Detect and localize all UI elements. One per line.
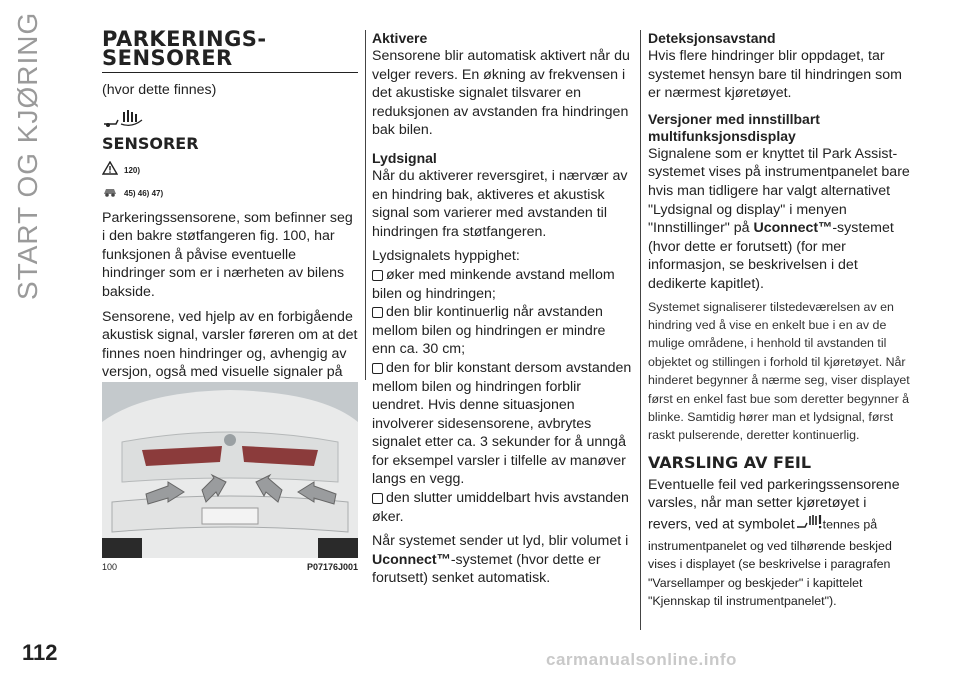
availability-note: (hvor dette finnes): [102, 82, 217, 98]
chapter-side-title: START OG KJØRING: [12, 11, 43, 300]
figure-caption: [102, 562, 358, 572]
column-divider-2: [640, 30, 641, 630]
sound-paragraph: Når du aktiverer reversgiret, i nærvær av en hindring bak, aktiveres et akustisk signal som varierer med avstanden til hindringen fra støtfangeren.: [372, 167, 628, 240]
rear-bumper-photo: [102, 382, 358, 558]
heading-sound-signal: Lydsignal: [372, 149, 437, 166]
section-heading-sensors: SENSORER: [102, 133, 199, 153]
column-3: [648, 30, 910, 611]
parking-sensor-fault-icon: [795, 513, 823, 537]
column-divider-1: [365, 30, 366, 380]
bullet-item: øker med minkende avstand mellom bilen og hindringen;: [372, 266, 615, 302]
figure-code: P07176J001: [306, 562, 358, 572]
warning-row-1: [102, 161, 358, 180]
column-2: [372, 30, 632, 588]
sensor-symbol-icon: [102, 108, 358, 128]
display-paragraph: Signalene som er knyttet til Park Assist-systemet vises på instrumentpanelet bare hvis man tidligere har valgt alternativet "Lydsignal og display" i menyen "Innstillinger" på Uconnect™-systemet (hvor dette er forutsett) (for mer informasjon, se beskrivelsen i det dedikerte kapitlet).: [648, 145, 910, 292]
warning-row-2: [102, 184, 358, 203]
bullet-item: den for blir konstant dersom avstanden mellom bilen og hindringen forblir uendret. Hvis denne situasjonen involverer sidesensorene, avbrytes signalet etter ca. 3 sekunder for å unngå for eksempel varsler i tilfelle av manøver langs en vegg.: [372, 359, 632, 488]
section-heading-fault: VARSLING AV FEIL: [648, 452, 812, 472]
figure-number: 100: [102, 562, 118, 572]
heading-detection-distance: Deteksjonsavstand: [648, 30, 776, 46]
function-paragraph: Sensorene, ved hjelp av en forbigående akustisk signal, varsler føreren om at det finnes noen hindringer og, avhengig av versjon, også med visuelle signaler på: [102, 308, 358, 381]
heading-activate: Aktivere: [372, 30, 428, 46]
intro-paragraph: Parkeringssensorene, som befinner seg i den bakre støtfangeren fig. 100, har funksjonen å påvise eventuelle hindringer som er i nærheten av bilens bakside.: [102, 209, 353, 300]
bullet-box-icon: [372, 363, 383, 374]
frequency-intro: Lydsignalets hyppighet:: [372, 248, 520, 265]
bullet-item: den slutter umiddelbart hvis avstanden øker.: [372, 490, 629, 525]
bullet-box-icon: [372, 493, 383, 504]
warning-triangle-icon: [102, 161, 118, 180]
page-title: [102, 27, 358, 70]
fault-paragraph: Eventuelle feil ved parkeringssensorene varsles, når man setter kjøretøyet i revers, ved at symbolet tennes på instrumentpanelet og ved tilhørende beskjed vises i displayet (se beskrivelse i paragrafen "Varsellamper og beskjeder" i kapittelet "Kjennskap til instrumentpanelet").: [648, 476, 900, 609]
bullet-item: den blir kontinuerlig når avstanden mellom bilen og hindringen er mindre enn ca. 30 cm;: [372, 304, 606, 358]
bullet-box-icon: [372, 307, 383, 318]
volume-paragraph: Når systemet sender ut lyd, blir volumet i Uconnect™-systemet (hvor dette er forutsett) senket automatisk.: [372, 533, 629, 587]
footer-watermark[interactable]: carmanualsonline.info: [546, 650, 737, 669]
warning-ref-120: 120): [124, 165, 141, 175]
page-title-line2: SENSORER: [102, 46, 233, 70]
page-number: 112: [22, 640, 58, 665]
signal-paragraph: Systemet signaliserer tilstedeværelsen av en hindring ved å vise en enkelt bue i en av de mulige områdene, i henhold til avstanden til objektet og stillingen i forhold til kjøretøyet. Når hinderet begynner å nærme seg, viser displayet først en enkel fast bue som deretter begynner å blinke. Samtidig hører man et lydsignal, først raskt pulserende, deretter kontinuerlig.: [648, 299, 910, 443]
warning-refs-45-47: 45) 46) 47): [124, 188, 164, 198]
column-1: [102, 27, 358, 401]
distance-paragraph: Hvis flere hindringer blir oppdaget, tar systemet hensyn bare til hindringen som er nærmest kjøretøyet.: [648, 48, 902, 102]
page-title-line1: PARKERINGS-: [102, 27, 267, 51]
activate-paragraph: Sensorene blir automatisk aktivert når du velger revers. En økning av frekvensen i det akustiske signalet tilsvarer en reduksjonen av avstanden fra hindringen bak bilen.: [372, 48, 630, 139]
bullet-box-icon: [372, 270, 383, 281]
heading-display-versions: Versjoner med innstillbart multifunksjonsdisplay: [648, 110, 820, 144]
title-rule: [102, 72, 358, 73]
caution-car-icon: [102, 184, 118, 203]
